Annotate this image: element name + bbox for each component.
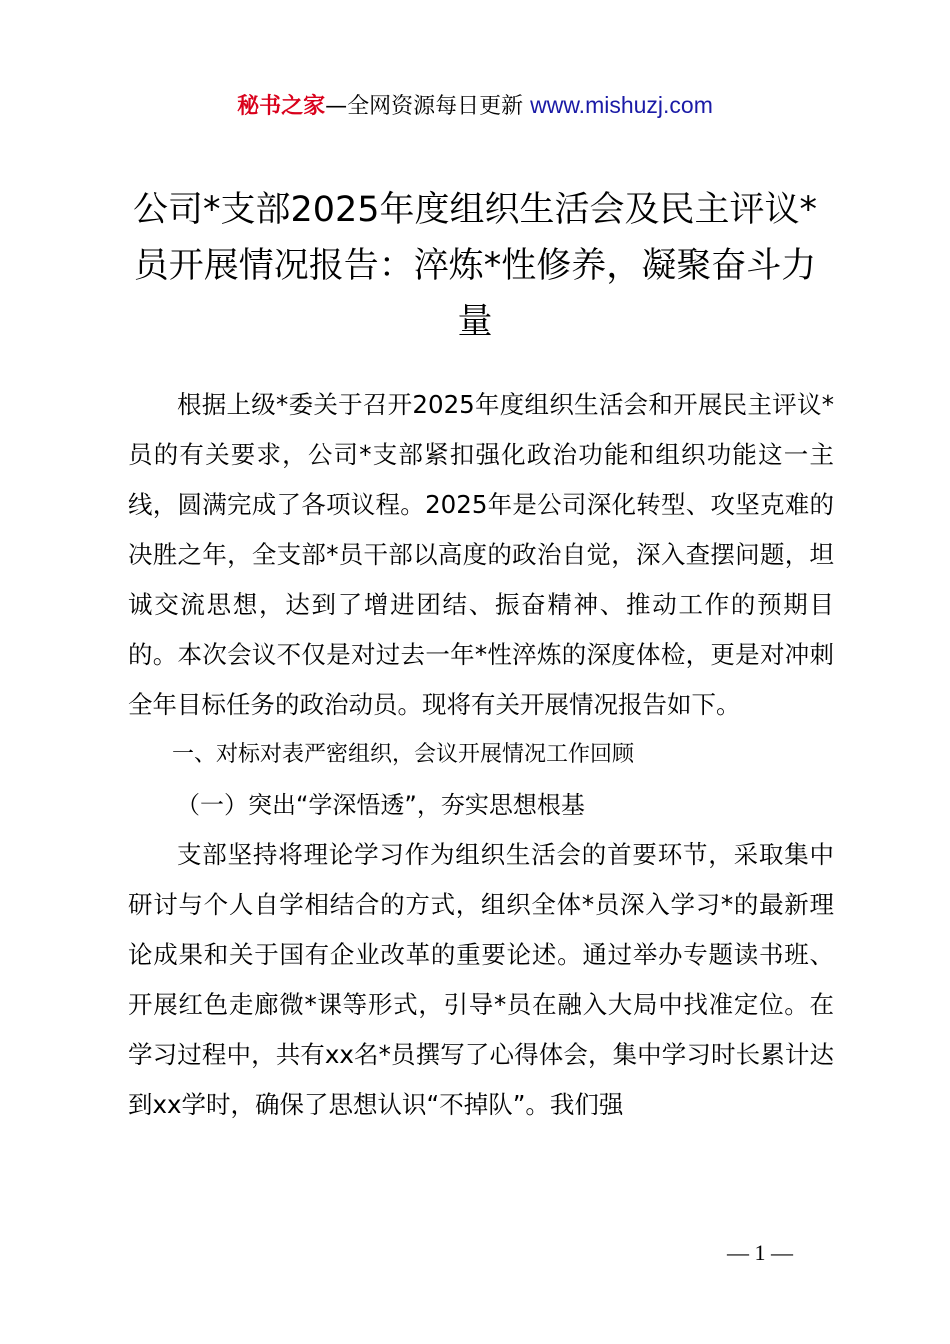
document-title: 公司*支部2025年度组织生活会及民主评议*员开展情况报告：淬炼*性修养，凝聚奋斗力量 [132,190,818,342]
header-tagline: —全网资源每日更新 [325,94,524,119]
intro-paragraph: 根据上级*委关于召开2025年度组织生活会和开展民主评议*员的有关要求，公司*支部紧扣强化政治功能和组织功能这一主线，圆满完成了各项议程。2025年是公司深化转型、攻坚克难的决胜之年，全支部*员干部以高度的政治自觉，深入查摆问题，坦诚交流思想，达到了增进团结、振奋精神、推动工作的预期目的。本次会议不仅是对过去一年*性淬炼的深度体检，更是对冲刺全年目标任务的政治动员。现将有关开展情况报告如下。 [128,390,834,719]
section-heading: 一、对标对表严密组织，会议开展情况工作回顾 [172,742,635,767]
document-body [128,380,834,1130]
site-url-link[interactable]: www.mishuzj.com [530,92,713,118]
subsection-heading: （一）突出“学深悟透”，夯实思想根基 [176,791,585,819]
subsection-paragraph: 支部坚持将理论学习作为组织生活会的首要环节，采取集中研讨与个人自学相结合的方式，组织全体*员深入学习*的最新理论成果和关于国有企业改革的重要论述。通过举办专题读书班、开展红色走廊微*课等形式，引导*员在融入大局中找准定位。在学习过程中，共有xx名*员撰写了心得体会，集中学习时长累计达到xx学时，确保了思想认识“不掉队”。我们强 [128,840,834,1119]
page-number: — 1 — [727,1240,793,1265]
brand-name: 秘书之家 [237,94,326,119]
site-header [0,88,950,124]
